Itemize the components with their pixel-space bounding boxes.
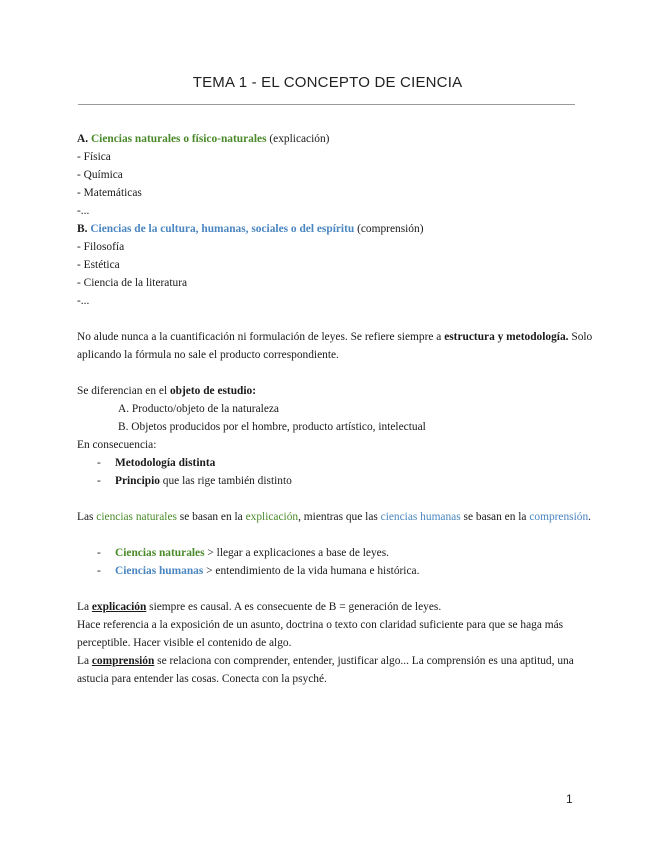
paragraph-1-line-2: aplicando la fórmula no sale el producto correspondiente.	[77, 349, 339, 361]
list-item: - Física	[77, 151, 111, 163]
paragraph-4-line-2: Hace referencia a la exposición de un asunto, doctrina o texto con claridad suficiente para que se haga más	[77, 619, 564, 631]
paragraph-4-line-3: perceptible. Hacer visible el contenido de algo.	[77, 637, 292, 649]
section-b-heading	[77, 220, 577, 238]
list-item: -...	[77, 205, 90, 217]
list-item: - Filosofía	[77, 241, 125, 253]
page-number: 1	[566, 792, 573, 806]
paragraph-3: Las ciencias naturales se basan en la explicación, mientras que las ciencias humanas se basan en la comprensión.	[77, 511, 592, 523]
list-item: -...	[77, 295, 90, 307]
section-a-title: Ciencias naturales o físico-naturales	[90, 133, 267, 145]
section-b-letter: B.	[77, 223, 88, 235]
section-a-heading	[77, 130, 577, 148]
section-b-note: (comprensión)	[354, 223, 424, 235]
section-a-letter: A.	[77, 133, 89, 145]
title-divider	[78, 104, 575, 105]
object-b: B. Objetos producidos por el hombre, producto artístico, intelectual	[118, 421, 426, 433]
paragraph-4-line-1: La explicación siempre es causal. A es consecuente de B = generación de leyes.	[77, 601, 442, 613]
list-item: - Estética	[77, 259, 120, 271]
page-title: TEMA 1 - EL CONCEPTO DE CIENCIA	[192, 74, 463, 91]
bullet-item: - Ciencias humanas > entendimiento de la vida humana e histórica.	[97, 565, 420, 577]
section-b-title: Ciencias de la cultura, humanas, sociales o del espíritu	[90, 223, 355, 235]
paragraph-4-line-5: astucia para entender las cosas. Conecta con la psyché.	[77, 673, 327, 685]
list-item: - Química	[77, 169, 123, 181]
consequence-label: En consecuencia:	[77, 439, 157, 451]
paragraph-4-line-4: La comprensión se relaciona con comprender, entender, justificar algo... La comprensión es una aptitud, una	[77, 655, 574, 667]
paragraph-1-line-1: No alude nunca a la cuantificación ni formulación de leyes. Se refiere siempre a estructura y metodología. Solo	[77, 331, 593, 343]
paragraph-2-intro: Se diferencian en el objeto de estudio:	[77, 385, 257, 397]
bullet-item: - Metodología distinta	[97, 457, 216, 469]
bullet-item: - Principio que las rige también distinto	[97, 475, 292, 487]
section-a-note: (explicación)	[266, 133, 330, 145]
list-item: - Ciencia de la literatura	[77, 277, 188, 289]
list-item: - Matemáticas	[77, 187, 142, 199]
document-body	[77, 130, 593, 688]
bullet-item: - Ciencias naturales > llegar a explicaciones a base de leyes.	[97, 547, 390, 559]
object-a: A. Producto/objeto de la naturaleza	[118, 403, 279, 415]
